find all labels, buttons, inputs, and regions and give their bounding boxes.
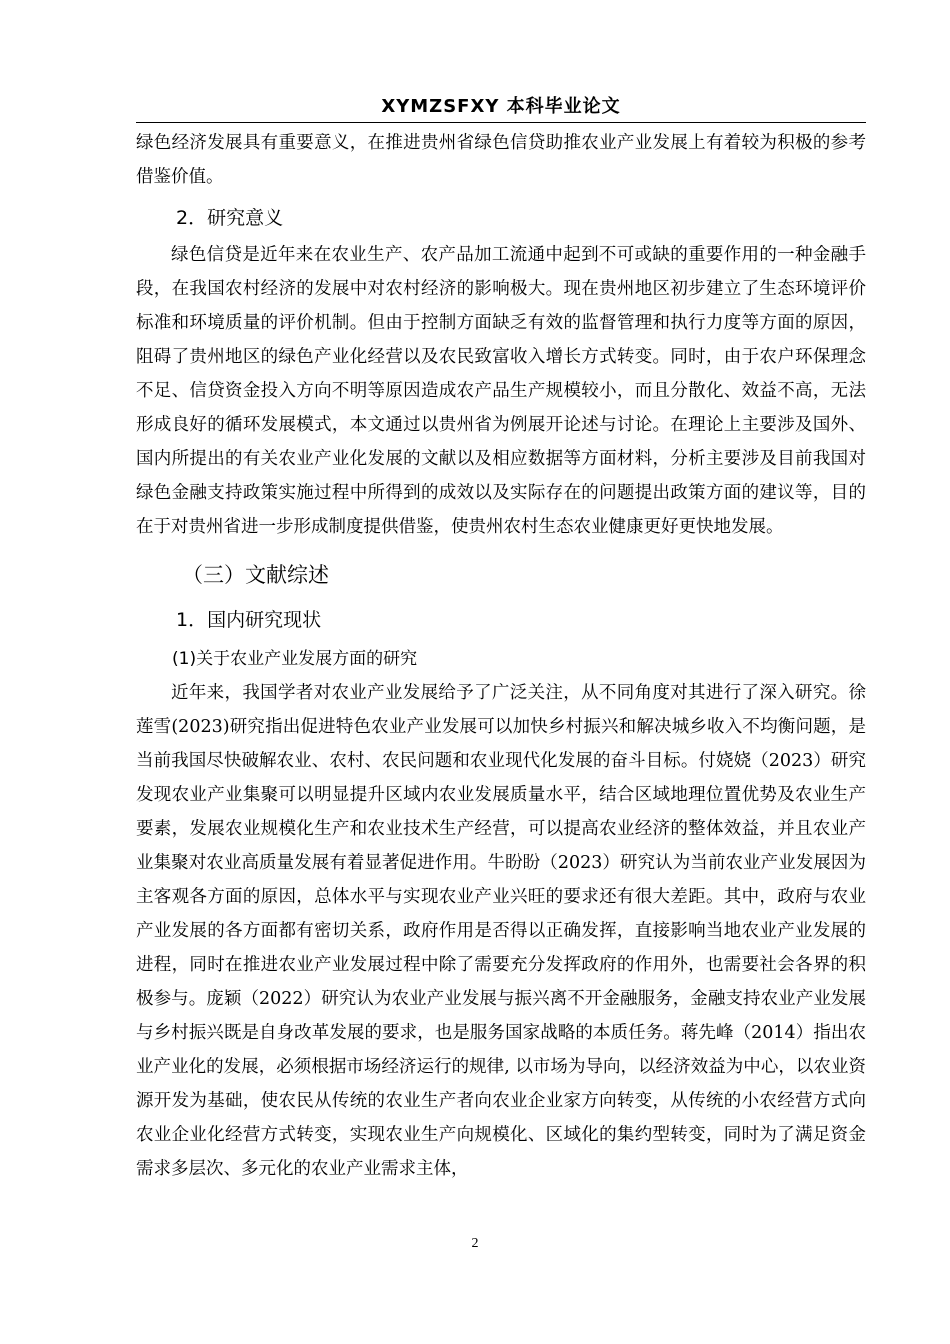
intro-paragraph: 绿色经济发展具有重要意义，在推进贵州省绿色信贷助推农业产业发展上有着较为积极的参考借鉴价值。 <box>136 133 866 187</box>
research-significance-paragraph: 绿色信贷是近年来在农业生产、农产品加工流通中起到不可或缺的重要作用的一种金融手段，在我国农村经济的发展中对农村经济的影响极大。现在贵州地区初步建立了生态环境评价标准和环境质量的评价机制。但由于控制方面缺乏有效的监督管理和执行力度等方面的原因，阻碍了贵州地区的绿色产业化经营以及农民致富收入增长方式转变。同时，由于农户环保理念不足、信贷资金投入方向不明等原因造成农产品生产规模较小，而且分散化、效益不高，无法形成良好的循环发展模式，本文通过以贵州省为例展开论述与讨论。在理论上主要涉及国外、国内所提出的有关农业产业化发展的文献以及相应数据等方面材料，分析主要涉及目前我国对绿色金融支持政策实施过程中所得到的成效以及实际存在的问题提出政策方面的建议等，目的在于对贵州省进一步形成制度提供借鉴，使贵州农村生态农业健康更好更快地发展。 <box>136 245 866 537</box>
page-header-title: XYMZSFXY 本科毕业论文 <box>381 96 621 117</box>
subsection-heading-domestic-research: 1．国内研究现状 <box>176 609 322 631</box>
page-body <box>136 126 866 1186</box>
section-heading-research-significance: 2．研究意义 <box>176 207 284 229</box>
agri-industry-research-paragraph: 近年来，我国学者对农业产业发展给予了广泛关注，从不同角度对其进行了深入研究。徐莲雪(2023)研究指出促进特色农业产业发展可以加快乡村振兴和解决城乡收入不均衡问题，是当前我国尽快破解农业、农村、农民问题和农业现代化发展的奋斗目标。付娆娆（2023）研究发现农业产业集聚可以明显提升区域内农业发展质量水平，结合区域地理位置优势及农业生产要素，发展农业规模化生产和农业技术生产经营，可以提高农业经济的整体效益，并且农业产业集聚对农业高质量发展有着显著促进作用。牛盼盼（2023）研究认为当前农业产业发展因为主客观各方面的原因，总体水平与实现农业产业兴旺的要求还有很大差距。其中，政府与农业产业发展的各方面都有密切关系，政府作用是否得以正确发挥，直接影响当地农业产业发展的进程，同时在推进农业产业发展过程中除了需要充分发挥政府的作用外，也需要社会各界的积极参与。庞颖（2022）研究认为农业产业发展与振兴离不开金融服务，金融支持农业产业发展与乡村振兴既是自身改革发展的要求，也是服务国家战略的本质任务。蒋先峰（2014）指出农业产业化的发展，必须根据市场经济运行的规律, 以市场为导向，以经济效益为中心，以农业资源开发为基础，使农民从传统的农业生产者向农业企业家方向转变，从传统的小农经营方式向农业企业化经营方式转变，实现农业生产向规模化、区域化的集约型转变，同时为了满足资金需求多层次、多元化的农业产业需求主体， <box>136 683 866 1179</box>
page-number: 2 <box>471 1236 479 1251</box>
header-divider <box>136 122 866 123</box>
item-heading-agri-industry-research: (1)关于农业产业发展方面的研究 <box>172 649 418 669</box>
section-heading-literature-review: （三）文献综述 <box>182 563 329 587</box>
